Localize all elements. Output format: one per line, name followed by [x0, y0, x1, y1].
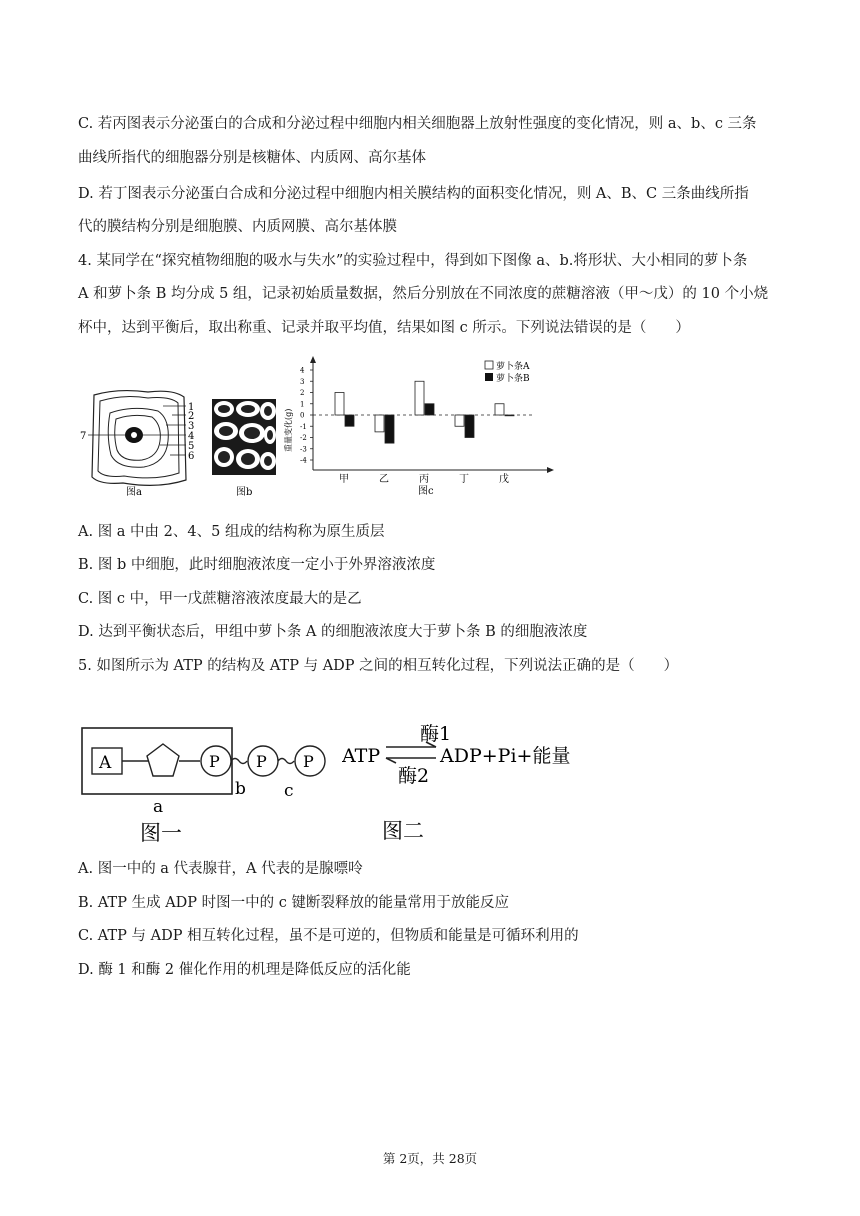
label-c: c: [284, 781, 294, 801]
q5-option-b: B. ATP 生成 ADP 时图一中的 c 键断裂释放的能量常用于放能反应: [78, 895, 509, 911]
label-b: b: [235, 779, 246, 799]
q4-stem-line1: 4. 某同学在“探究植物细胞的吸水与失水”的实验过程中，得到如下图像 a、b.将形状、大小相同的萝卜条: [78, 253, 748, 269]
q4-option-b: B. 图 b 中细胞，此时细胞液浓度一定小于外界溶液浓度: [78, 557, 436, 573]
figure-a-label-4: 4: [188, 431, 195, 442]
bar-b-1: [385, 415, 394, 443]
x-category-label: 乙: [379, 474, 389, 485]
page-footer: 第 2页，共 28页: [382, 1151, 478, 1166]
y-tick-label: 1: [300, 400, 305, 409]
q5-option-c: C. ATP 与 ADP 相互转化过程，虽不是可逆的，但物质和能量是可循环利用的: [78, 928, 579, 944]
q5-option-a: A. 图一中的 a 代表腺苷，A 代表的是腺嘌呤: [78, 861, 363, 877]
legend-label-a: 萝卜条A: [496, 362, 530, 372]
bar-b-3: [465, 415, 474, 438]
q3-option-c-line2: 曲线所指代的细胞器分别是核糖体、内质网、高尔基体: [78, 150, 426, 166]
q3-option-d-line2: 代的膜结构分别是细胞膜、内质网膜、高尔基体膜: [78, 219, 397, 235]
y-tick-label: 3: [300, 377, 305, 386]
figure-a-label-7: 7: [80, 431, 87, 442]
adenine-label: A: [99, 753, 112, 773]
q5-option-d: D. 酶 1 和酶 2 催化作用的机理是降低反应的活化能: [78, 962, 411, 978]
y-tick-label: 4: [300, 366, 305, 375]
atp-label: ATP: [342, 745, 381, 767]
ribose-pentagon: [147, 744, 179, 776]
figure-a-label-2: 2: [188, 411, 195, 422]
figure-a-label-5: 5: [188, 441, 195, 452]
phosphate-1-label: P: [209, 752, 220, 771]
q5-stem: 5. 如图所示为 ATP 的结构及 ATP 与 ADP 之间的相互转化过程，下列说法正确的是（ ）: [78, 658, 679, 674]
x-category-label: 丁: [459, 474, 469, 485]
bar-b-0: [345, 415, 354, 426]
enzyme-1-label: 酶1: [420, 723, 452, 745]
bar-a-1: [375, 415, 384, 432]
bar-b-2: [425, 404, 434, 415]
phosphate-2-label: P: [256, 752, 267, 771]
figure-b-caption: 图b: [236, 487, 253, 498]
bar-a-3: [455, 415, 464, 426]
y-tick-label: -1: [300, 422, 307, 431]
figure-a-label-3: 3: [188, 421, 195, 432]
legend-swatch-a: [485, 361, 493, 369]
q4-option-d: D. 达到平衡状态后，甲组中萝卜条 A 的细胞液浓度大于萝卜条 B 的细胞液浓度: [78, 624, 588, 640]
chart-x-axis-arrow: [547, 467, 554, 473]
bar-a-0: [335, 393, 344, 416]
y-tick-label: -4: [300, 456, 307, 465]
q4-stem-line3: 杯中，达到平衡后，取出称重、记录并取平均值，结果如图 c 所示。下列说法错误的是（ ）: [78, 320, 690, 336]
q4-option-c: C. 图 c 中，甲一戊蔗糖溶液浓度最大的是乙: [78, 591, 362, 607]
legend-label-b: 萝卜条B: [496, 374, 530, 384]
q3-option-d-line1: D. 若丁图表示分泌蛋白合成和分泌过程中细胞内相关膜结构的面积变化情况，则 A、B、C 三条曲线所指: [78, 186, 749, 202]
high-energy-bond-c: [278, 759, 294, 764]
figure-2-atp-adp-conversion: [342, 716, 587, 846]
bar-b-4: [505, 415, 514, 416]
figure-1-atp-structure: [78, 720, 338, 845]
enzyme-2-label: 酶2: [398, 765, 430, 787]
figure-c-bar-chart: [283, 352, 558, 502]
figure-a-plant-cell: [78, 385, 208, 500]
bar-a-2: [415, 381, 424, 415]
y-tick-label: 0: [300, 411, 305, 420]
y-tick-label: -2: [300, 434, 307, 442]
figure-a-label-1: 1: [188, 402, 195, 413]
x-category-label: 丙: [419, 474, 429, 485]
figure-2-caption: 图二: [382, 819, 424, 843]
adp-pi-energy-label: ADP+Pi+能量: [440, 745, 571, 767]
figure-a-caption: 图a: [126, 487, 142, 498]
high-energy-bond-b: [231, 759, 247, 764]
figure-a-label-6: 6: [188, 451, 195, 462]
label-a: a: [153, 797, 164, 817]
y-tick-label: 2: [300, 389, 305, 397]
legend-swatch-b: [485, 373, 493, 381]
figure-c-caption: 图c: [418, 486, 434, 497]
bar-a-4: [495, 404, 504, 415]
figure-b-cells: [210, 395, 280, 500]
chart-y-label: 重量变化(g): [284, 408, 293, 452]
q3-option-c-line1: C. 若丙图表示分泌蛋白的合成和分泌过程中细胞内相关细胞器上放射性强度的变化情况，则 a、b、c 三条: [78, 116, 757, 132]
y-tick-label: -3: [300, 445, 307, 454]
x-category-label: 甲: [339, 474, 349, 485]
q4-option-a: A. 图 a 中由 2、4、5 组成的结构称为原生质层: [78, 524, 385, 540]
q4-stem-line2: A 和萝卜条 B 均分成 5 组，记录初始质量数据，然后分别放在不同浓度的蔗糖溶液（甲～戊）的 10 个小烧: [78, 286, 769, 302]
phosphate-3-label: P: [303, 752, 314, 771]
figure-1-caption: 图一: [140, 821, 182, 845]
chart-y-axis-arrow: [310, 356, 316, 363]
x-category-label: 戊: [499, 474, 509, 485]
